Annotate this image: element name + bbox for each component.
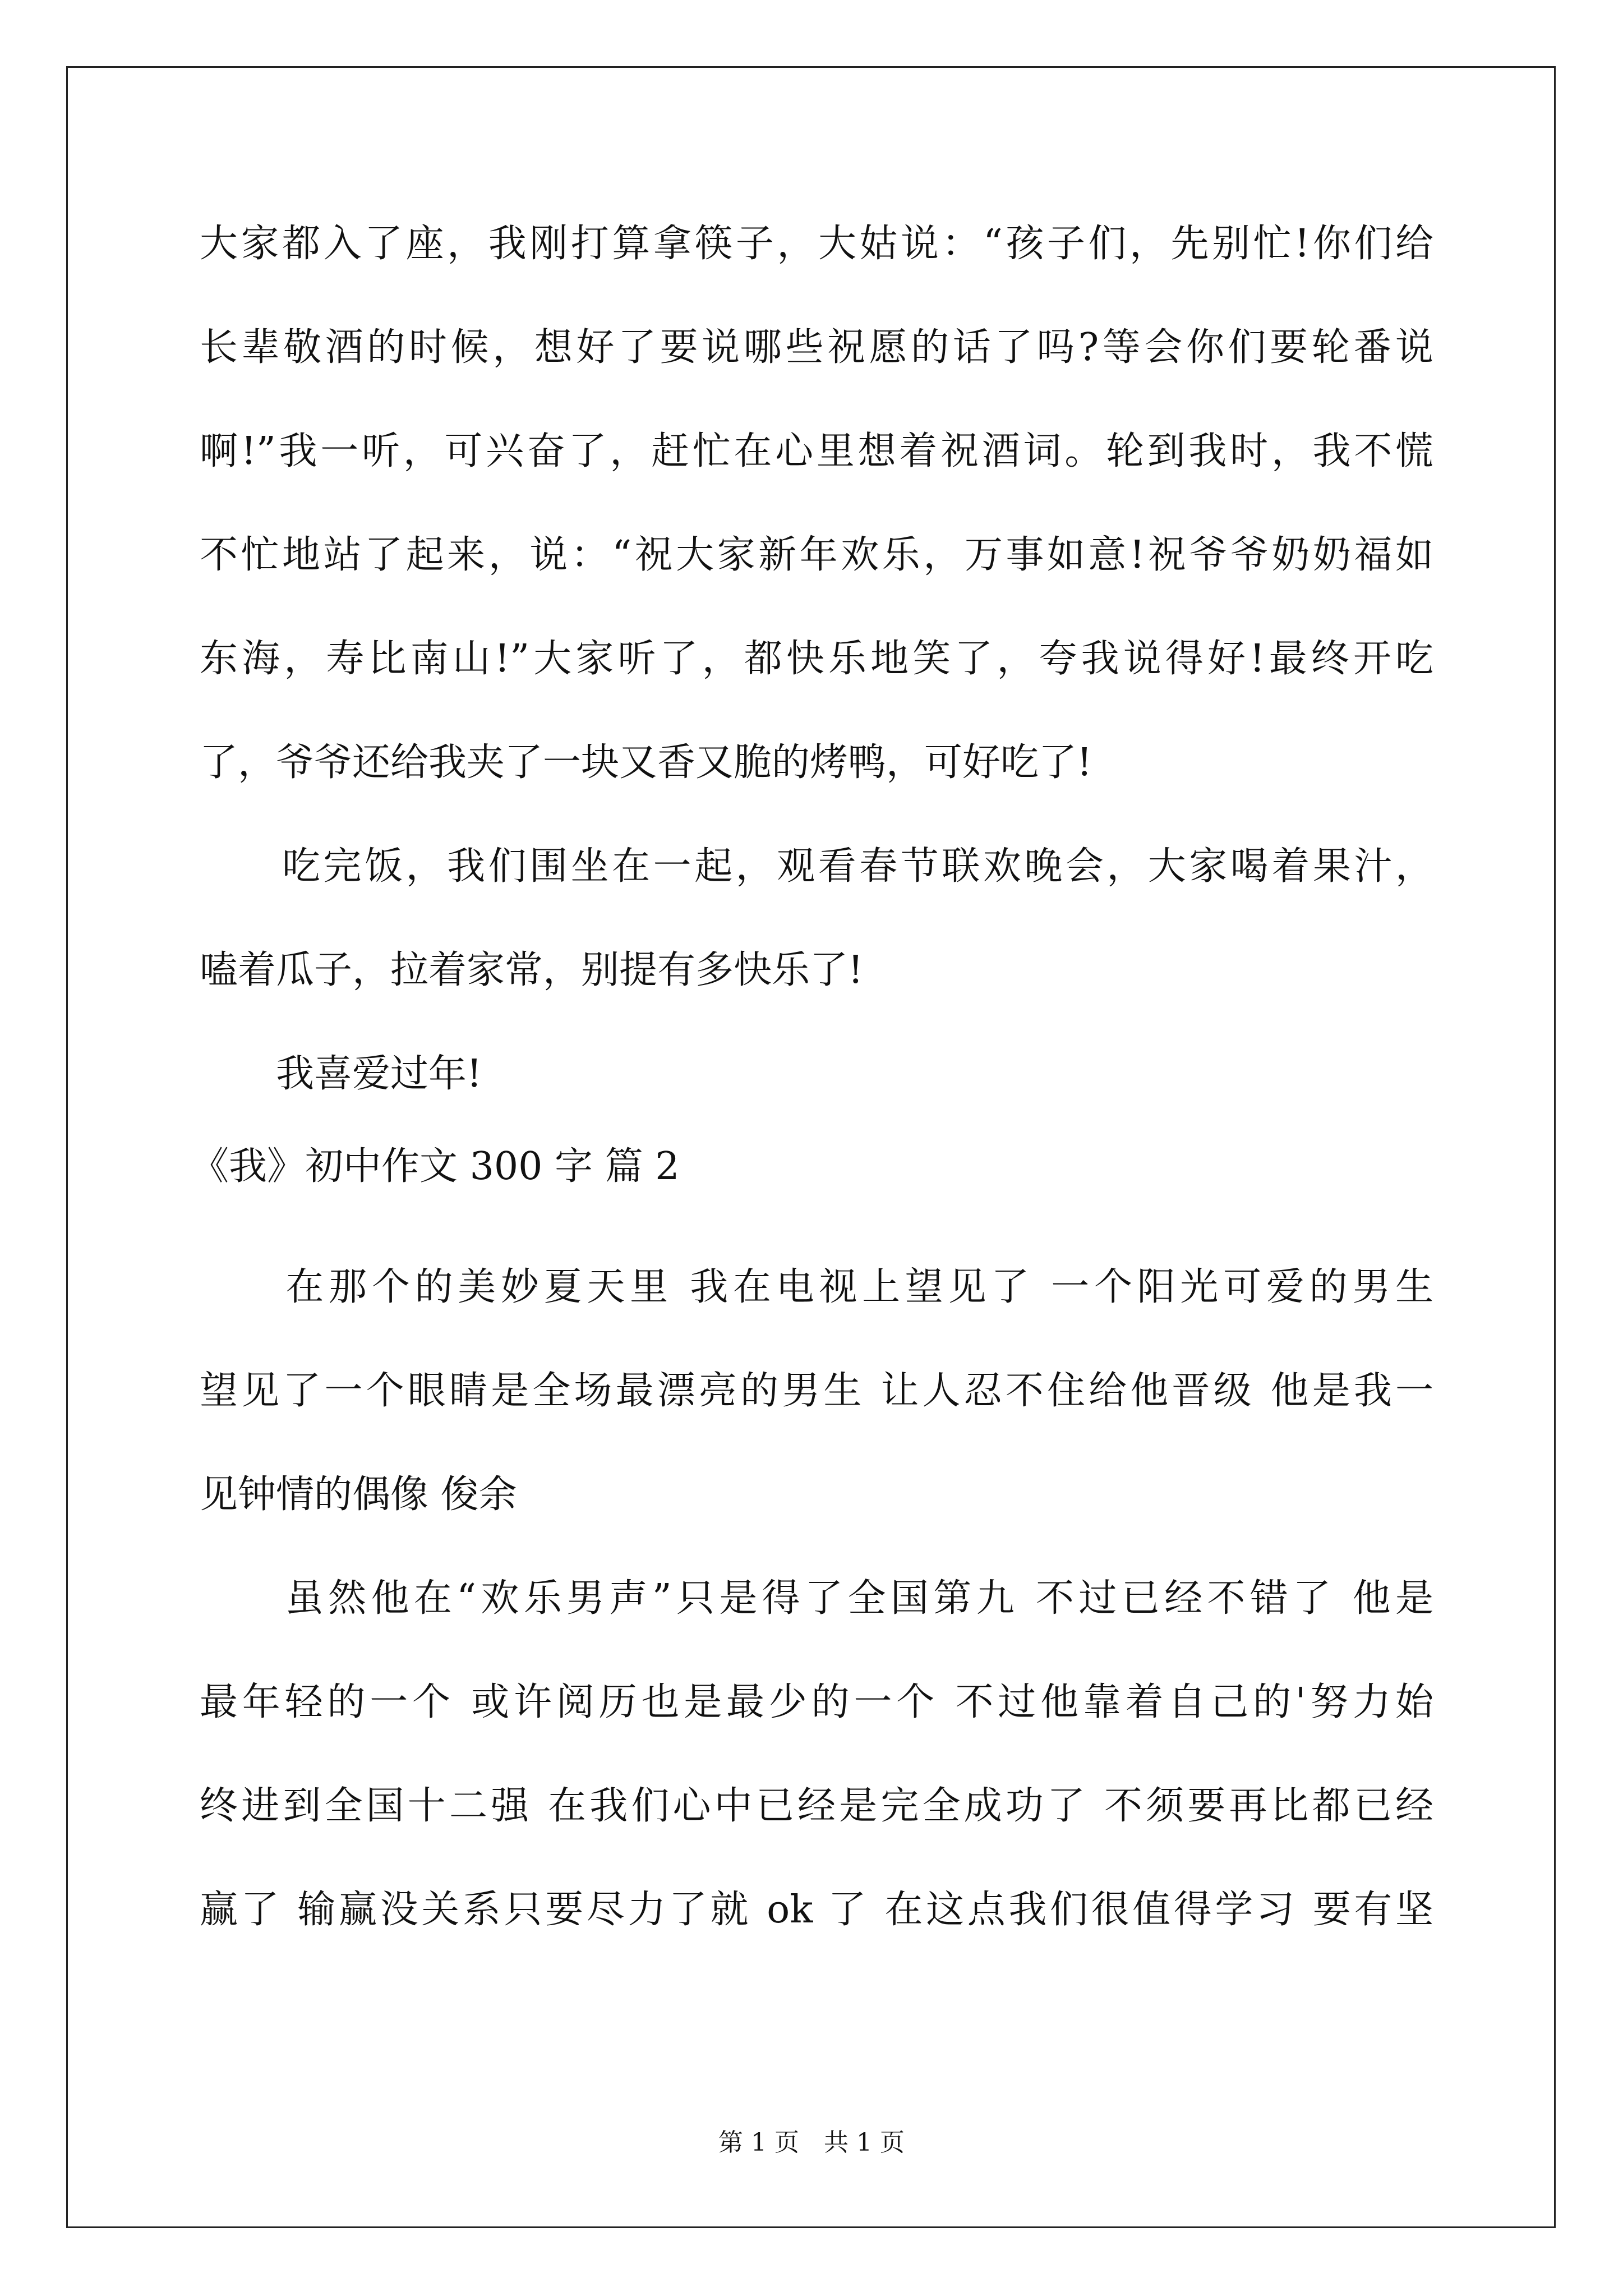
text-line-11: 在那个的美妙夏天里 我在电视上望见了 一个阳光可爱的男生 — [200, 1265, 1433, 1309]
text-line-9: 我喜爱过年! — [200, 1052, 482, 1096]
section-heading: 《我》初中作文 300 字 篇 2 — [191, 1144, 680, 1189]
text-line-15: 最年轻的一个 或许阅历也是最少的一个 不过他靠着自己的'努力始 — [200, 1680, 1433, 1724]
page-footer: 第 1 页 共 1 页 — [718, 2128, 905, 2157]
text-line-7: 吃完饭，我们围坐在一起，观看春节联欢晚会，大家喝着果汁， — [200, 844, 1433, 889]
text-line-4: 不忙地站了起来，说：“祝大家新年欢乐，万事如意!祝爷爷奶奶福如 — [200, 533, 1433, 577]
text-line-14: 虽然他在“欢乐男声”只是得了全国第九 不过已经不错了 他是 — [200, 1576, 1433, 1621]
text-line-1: 大家都入了座，我刚打算拿筷子，大姑说：“孩子们，先别忙!你们给 — [200, 222, 1433, 266]
text-line-5: 东海，寿比南山!”大家听了，都快乐地笑了，夸我说得好!最终开吃 — [200, 637, 1433, 681]
text-line-6: 了，爷爷还给我夹了一块又香又脆的烤鸭，可好吃了! — [200, 740, 1092, 785]
text-line-16: 终进到全国十二强 在我们心中已经是完全成功了 不须要再比都已经 — [200, 1784, 1433, 1828]
text-line-3: 啊!”我一听，可兴奋了，赶忙在心里想着祝酒词。轮到我时，我不慌 — [200, 429, 1433, 473]
text-line-8: 嗑着瓜子，拉着家常，别提有多快乐了! — [200, 948, 864, 992]
text-line-17: 赢了 输赢没关系只要尽力了就 ok 了 在这点我们很值得学习 要有坚 — [200, 1888, 1433, 1932]
text-line-2: 长辈敬酒的时候，想好了要说哪些祝愿的话了吗?等会你们要轮番说 — [200, 325, 1433, 370]
text-line-12: 望见了一个眼睛是全场最漂亮的男生 让人忍不住给他晋级 他是我一 — [200, 1369, 1433, 1413]
text-line-13: 见钟情的偶像 俊余 — [200, 1473, 517, 1517]
